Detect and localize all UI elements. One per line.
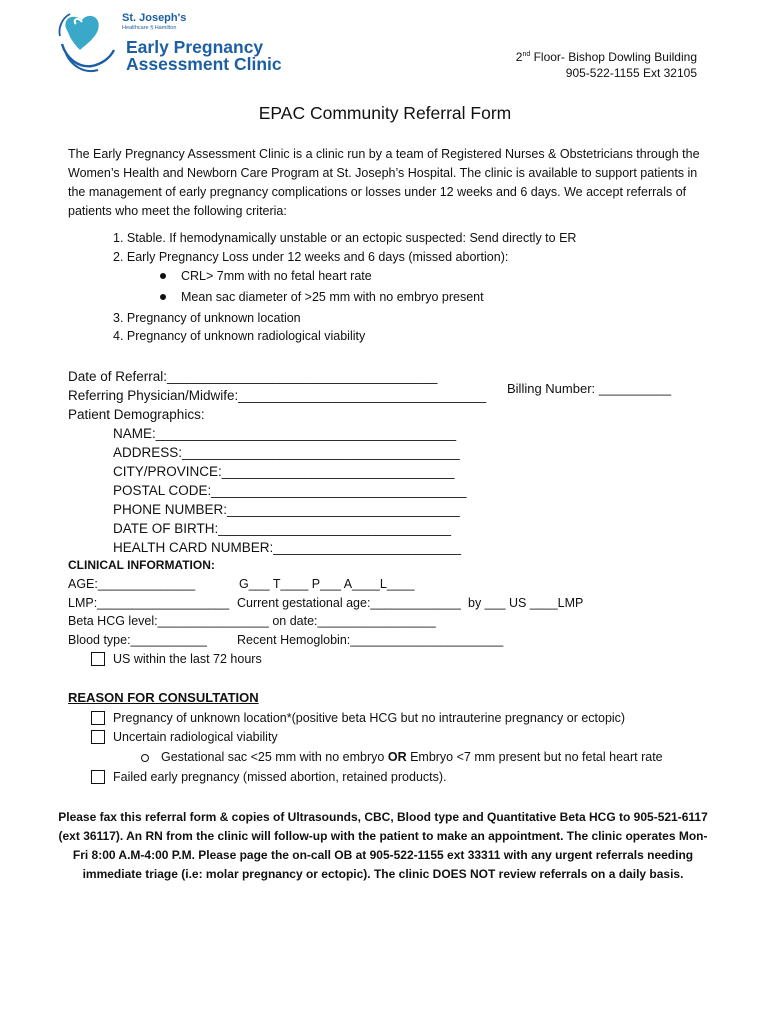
- criteria-item-2: 2. Early Pregnancy Loss under 12 weeks and 6 days (missed abortion):: [113, 250, 509, 264]
- hemoglobin-field[interactable]: Recent Hemoglobin:______________________: [237, 633, 504, 647]
- bullet-icon: [160, 294, 166, 300]
- referring-physician-field[interactable]: Referring Physician/Midwife:_________________________________: [68, 388, 487, 403]
- intro-paragraph: The Early Pregnancy Assessment Clinic is a clinic run by a team of Registered Nurses & Obstetricians through the Women’s Health and Newborn Care Program at St. Joseph’s Hospital. The clinic is available to support patients in the management of early pregnancy complications or losses under 12 weeks and 6 days. We accept referrals of patients who meet the following criteria:: [68, 147, 700, 218]
- logo-subtitle: Healthcare § Hamilton: [122, 25, 177, 31]
- us-72-hours-label: US within the last 72 hours: [113, 652, 262, 666]
- postal-code-field[interactable]: POSTAL CODE:__________________________________: [113, 483, 467, 498]
- clinical-info-heading: CLINICAL INFORMATION:: [68, 558, 215, 572]
- address-floor: 2nd Floor- Bishop Dowling Building: [515, 50, 697, 64]
- lmp-field[interactable]: LMP:___________________: [68, 596, 230, 610]
- health-card-number-field[interactable]: HEALTH CARD NUMBER:_________________________: [113, 540, 461, 555]
- clinic-logo: [58, 10, 298, 78]
- gtpal-field[interactable]: G___ T____ P___ A____L____: [239, 577, 415, 591]
- date-of-referral-field[interactable]: Date of Referral:____________________________________: [68, 369, 438, 384]
- heart-hands-logo-icon: [58, 10, 122, 78]
- bullet-icon: [160, 273, 166, 279]
- fax-instructions: Please fax this referral form & copies of Ultrasounds, CBC, Blood type and Quantitative Beta HCG to 905-521-6117 (ext 36117). An RN from the clinic will follow-up with the patient to make an appointment. The clinic operates Mon-Fri 8:00 A.M-4:00 P.M. Please page the on-call OB at 905-522-1155 ext 33311 with any urgent referrals needing immediate triage (i.e: molar pregnancy or ectopic). The clinic DOES NOT review referrals on a daily basis.: [58, 810, 708, 881]
- beta-hcg-field[interactable]: Beta HCG level:________________ on date:_________________: [68, 614, 436, 628]
- reason-unknown-location-label: Pregnancy of unknown location*(positive beta HCG but no intrauterine pregnancy or ectopic): [113, 711, 626, 725]
- address-field[interactable]: ADDRESS:_____________________________________: [113, 445, 460, 460]
- criteria-item-4: 4. Pregnancy of unknown radiological viability: [113, 329, 366, 343]
- blood-type-field[interactable]: Blood type:___________: [68, 633, 208, 647]
- city-province-field[interactable]: CITY/PROVINCE:_______________________________: [113, 464, 455, 479]
- reason-sub-criteria: Gestational sac <25 mm with no embryo OR Embryo <7 mm present but no fetal heart rate: [161, 750, 663, 764]
- gestational-age-field[interactable]: Current gestational age:_____________: [237, 596, 461, 610]
- billing-number-field[interactable]: Billing Number: __________: [507, 381, 672, 396]
- reason-uncertain-viability-label: Uncertain radiological viability: [113, 730, 278, 744]
- name-field[interactable]: NAME:________________________________________: [113, 426, 457, 441]
- age-field[interactable]: AGE:______________: [68, 577, 196, 591]
- reason-unknown-location-checkbox[interactable]: [91, 711, 105, 725]
- form-title: EPAC Community Referral Form: [258, 103, 512, 123]
- criteria-item-1: 1. Stable. If hemodynamically unstable or an ectopic suspected: Send directly to ER: [113, 231, 577, 245]
- criteria-bullet-1: CRL> 7mm with no fetal heart rate: [181, 269, 372, 283]
- us-72-hours-checkbox[interactable]: [91, 652, 105, 666]
- reason-uncertain-viability-checkbox[interactable]: [91, 730, 105, 744]
- patient-demographics-label: Patient Demographics:: [68, 407, 205, 422]
- logo-title-line1: Early Pregnancy: [126, 37, 264, 57]
- criteria-item-3: 3. Pregnancy of unknown location: [113, 311, 301, 325]
- logo-org-name: St. Joseph's: [122, 12, 187, 24]
- phone-number-field[interactable]: PHONE NUMBER:_______________________________: [113, 502, 460, 517]
- gestational-age-method[interactable]: by ___ US ____LMP: [468, 596, 584, 610]
- logo-title-line2: Assessment Clinic: [126, 54, 282, 74]
- reason-heading: REASON FOR CONSULTATION: [68, 690, 259, 705]
- address-phone: 905-522-1155 Ext 32105: [565, 66, 697, 80]
- sub-bullet-icon: [141, 754, 149, 762]
- reason-failed-pregnancy-checkbox[interactable]: [91, 770, 105, 784]
- reason-failed-pregnancy-label: Failed early pregnancy (missed abortion, retained products).: [113, 770, 447, 784]
- criteria-bullet-2: Mean sac diameter of >25 mm with no embryo present: [181, 290, 484, 304]
- date-of-birth-field[interactable]: DATE OF BIRTH:_______________________________: [113, 521, 452, 536]
